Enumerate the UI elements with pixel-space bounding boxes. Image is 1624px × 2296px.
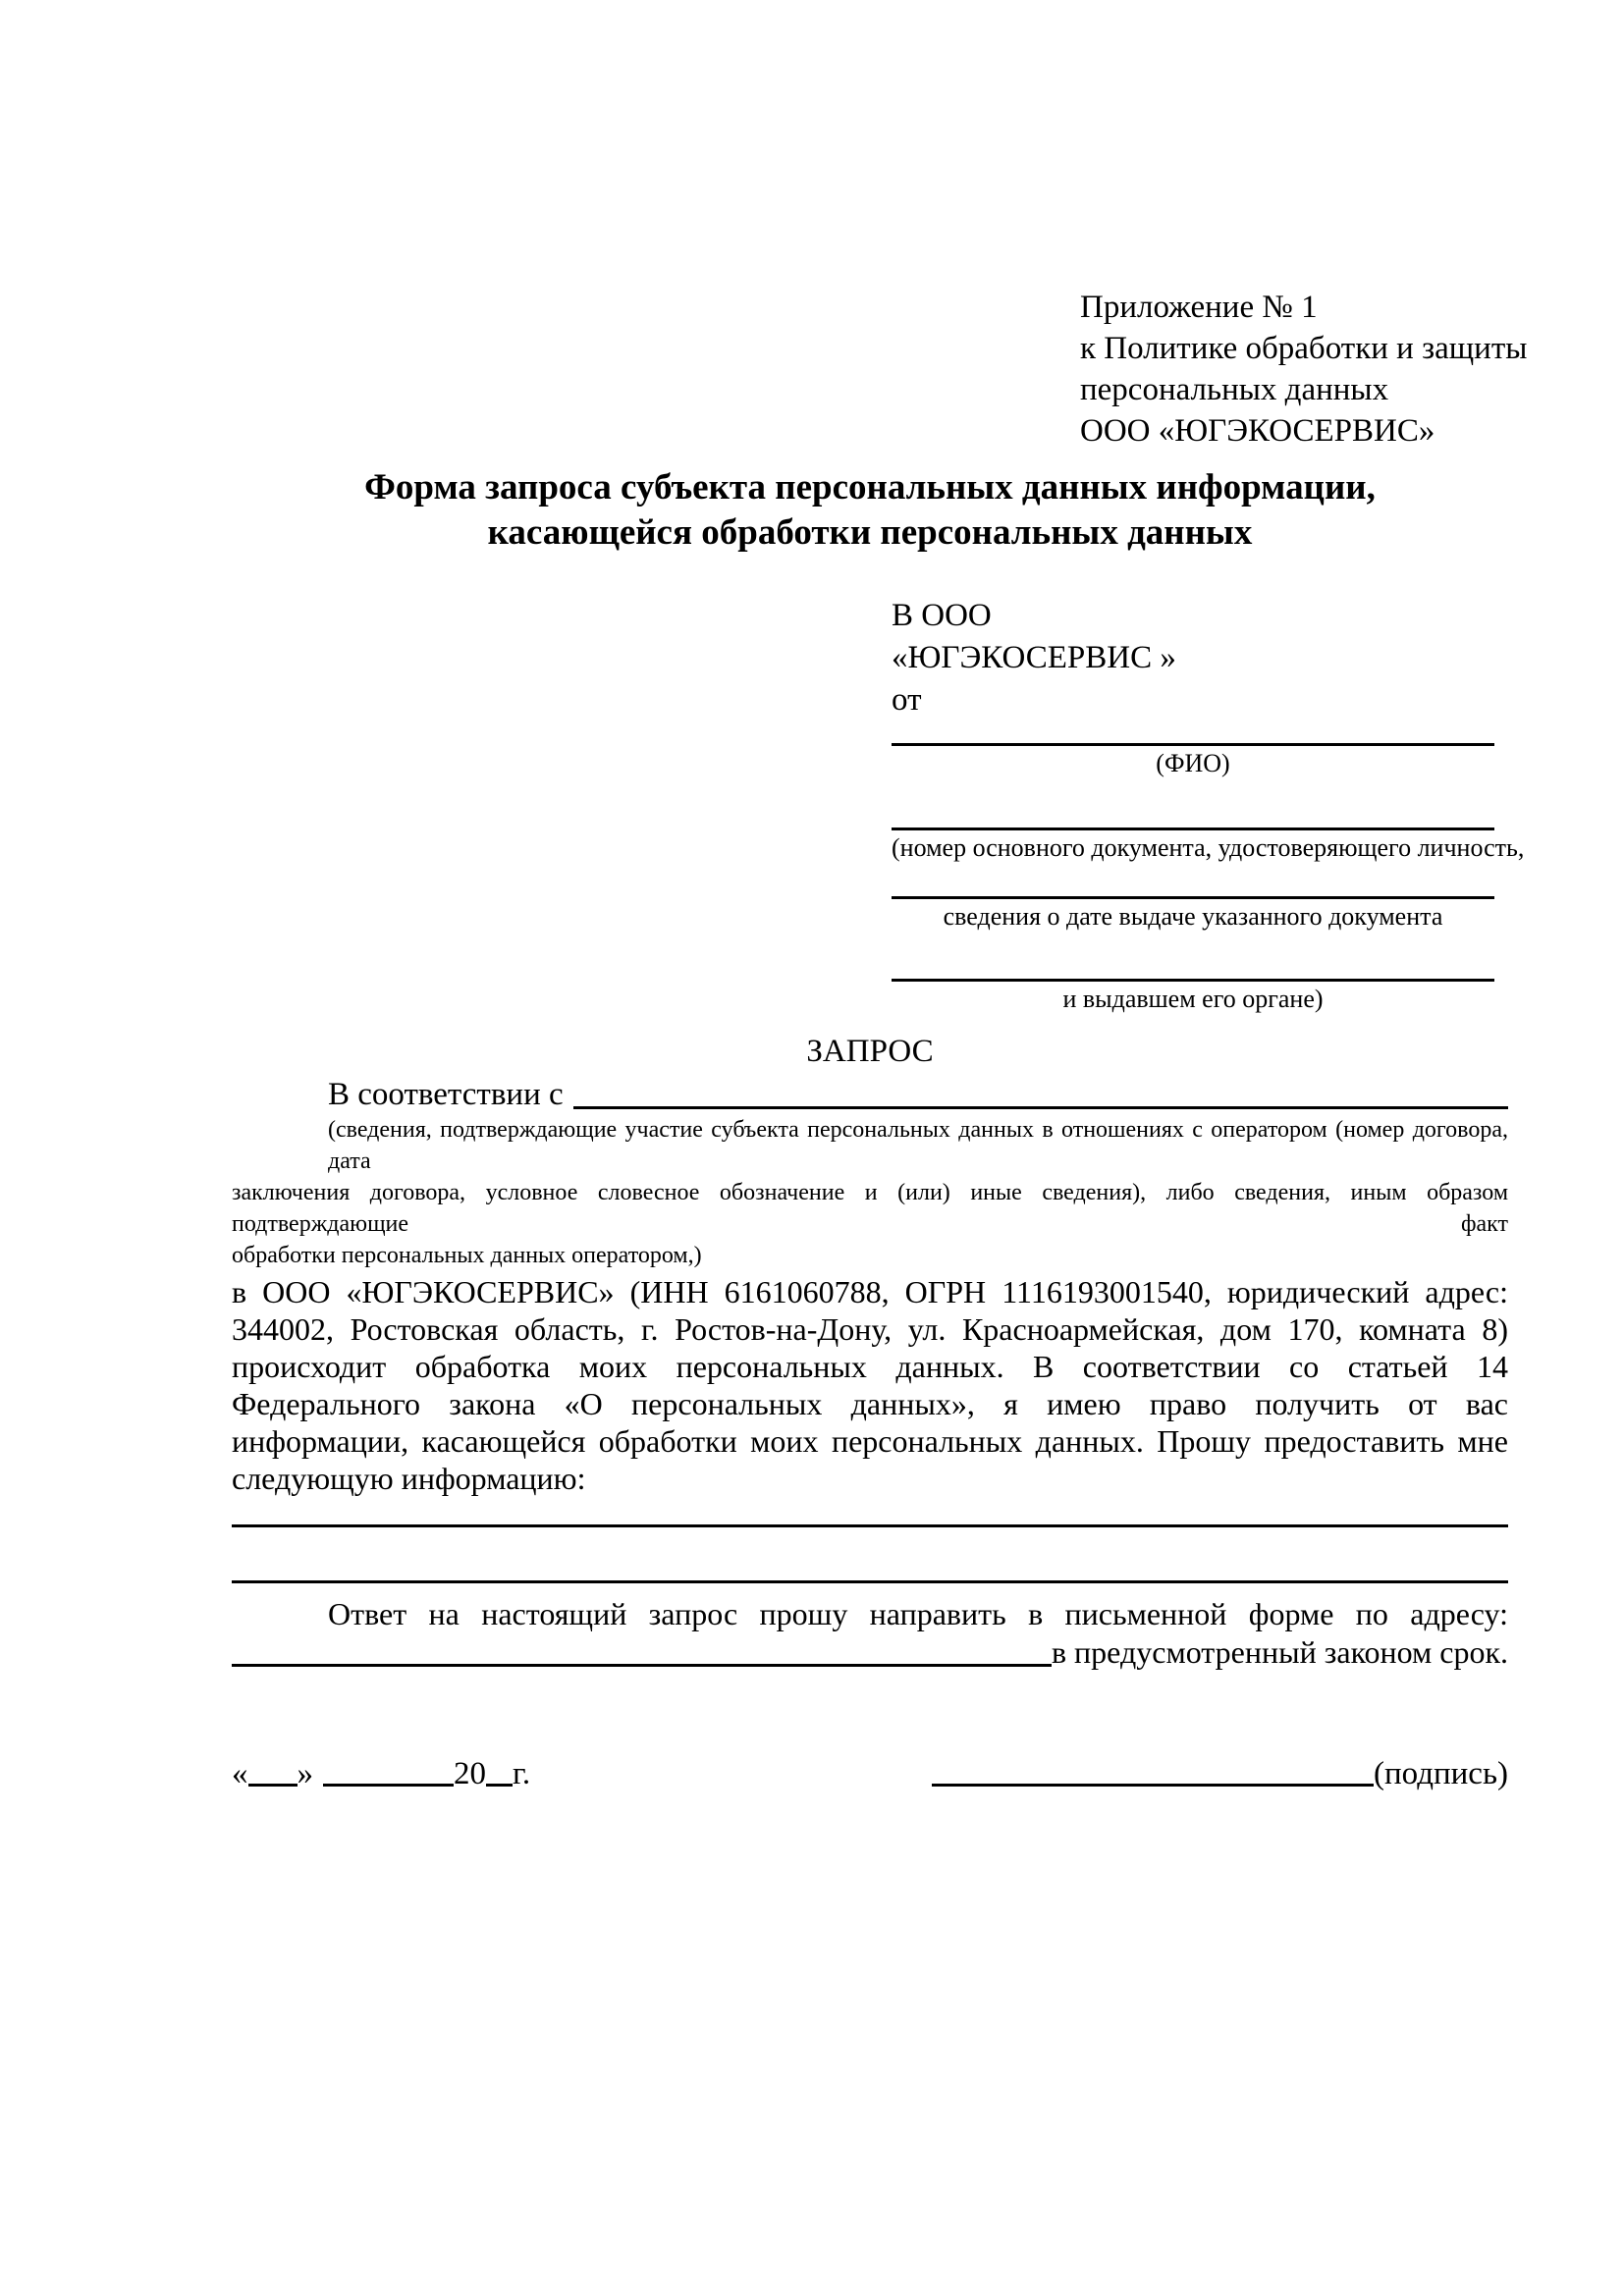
- body-line: информации, касающейся обработки моих персональных данных. Прошу предоставить мне: [232, 1423, 1508, 1459]
- header-line: Приложение № 1: [1080, 290, 1318, 325]
- signature-caption: (подпись): [1374, 1756, 1508, 1791]
- header-line: к Политике обработки и защиты: [1080, 331, 1528, 366]
- note-line: заключения договора, условное словесное обозначение и (или) иные сведения), либо сведения, иным образом подтверждающие факт: [232, 1180, 1508, 1237]
- month-blank: [323, 1784, 454, 1787]
- addressee-block: [892, 595, 1525, 1014]
- reply-tail-row: [232, 1632, 1508, 1672]
- year-prefix: 20: [454, 1756, 486, 1791]
- fio-blank-line: [892, 743, 1494, 746]
- information-blank-line-1: [232, 1524, 1508, 1527]
- information-blank-line-2: [232, 1580, 1508, 1583]
- basis-blank-line: [573, 1106, 1508, 1109]
- reply-tail-text: в предусмотренный законом срок.: [1051, 1634, 1508, 1670]
- form-title-line: Форма запроса субъекта персональных данных информации,: [364, 467, 1376, 507]
- body-line: 344002, Ростовская область, г. Ростов-на-Дону, ул. Красноармейская, дом 170, комната 8): [232, 1311, 1508, 1347]
- year-blank: [486, 1784, 513, 1787]
- reply-paragraph: Ответ на настоящий запрос прошу направить в письменной форме по адресу:: [328, 1596, 1508, 1631]
- fio-caption: (ФИО): [1156, 749, 1230, 777]
- issuing-authority-blank-line: [892, 979, 1494, 982]
- intro-label: В соответствии с: [328, 1077, 564, 1112]
- body-line: следующую информацию:: [232, 1461, 586, 1496]
- header-line: персональных данных: [1080, 372, 1389, 407]
- date-quote-open: «: [232, 1756, 248, 1791]
- signature-group: [932, 1754, 1508, 1793]
- appendix-header: [1080, 287, 1528, 452]
- addressee-line: В ООО: [892, 598, 992, 633]
- addressee-from-label: от: [892, 682, 922, 718]
- reply-address-blank-line: [232, 1664, 1052, 1667]
- day-blank: [248, 1784, 298, 1787]
- intro-row: [232, 1075, 1508, 1114]
- date-quote-close: »: [297, 1756, 313, 1791]
- issuing-authority-caption: и выдавшем его органе): [1062, 985, 1324, 1013]
- body-paragraph: [232, 1273, 1508, 1497]
- issue-date-blank-line: [892, 896, 1494, 899]
- year-suffix: г.: [513, 1756, 531, 1791]
- form-title-line: касающейся обработки персональных данных: [487, 512, 1253, 553]
- signature-blank: [932, 1784, 1374, 1787]
- note-line: (сведения, подтверждающие участие субъекта персональных данных в отношениях с оператором (номер договора, дата: [328, 1117, 1508, 1174]
- document-number-caption: (номер основного документа, удостоверяющего личность,: [892, 833, 1525, 862]
- addressee-line: «ЮГЭКОСЕРВИС »: [892, 640, 1176, 675]
- issue-date-caption: сведения о дате выдаче указанного документа: [943, 902, 1443, 931]
- document-number-blank-line: [892, 828, 1494, 830]
- date-signature-row: [232, 1754, 1508, 1793]
- paragraph-indent: [232, 1075, 328, 1114]
- request-heading: ЗАПРОС: [806, 1034, 934, 1069]
- note-line: обработки персональных данных оператором,): [232, 1243, 702, 1268]
- body-line: происходит обработка моих персональных данных. В соответствии со статьей 14: [232, 1349, 1508, 1384]
- date-group: [232, 1754, 530, 1793]
- body-line: Федерального закона «О персональных данных», я имею право получить от вас: [232, 1386, 1508, 1421]
- form-title: [232, 465, 1508, 556]
- notes-block: [232, 1114, 1508, 1271]
- body-line: в ООО «ЮГЭКОСЕРВИС» (ИНН 6161060788, ОГРН 1116193001540, юридический адрес:: [232, 1274, 1508, 1309]
- header-line: ООО «ЮГЭКОСЕРВИС»: [1080, 413, 1435, 449]
